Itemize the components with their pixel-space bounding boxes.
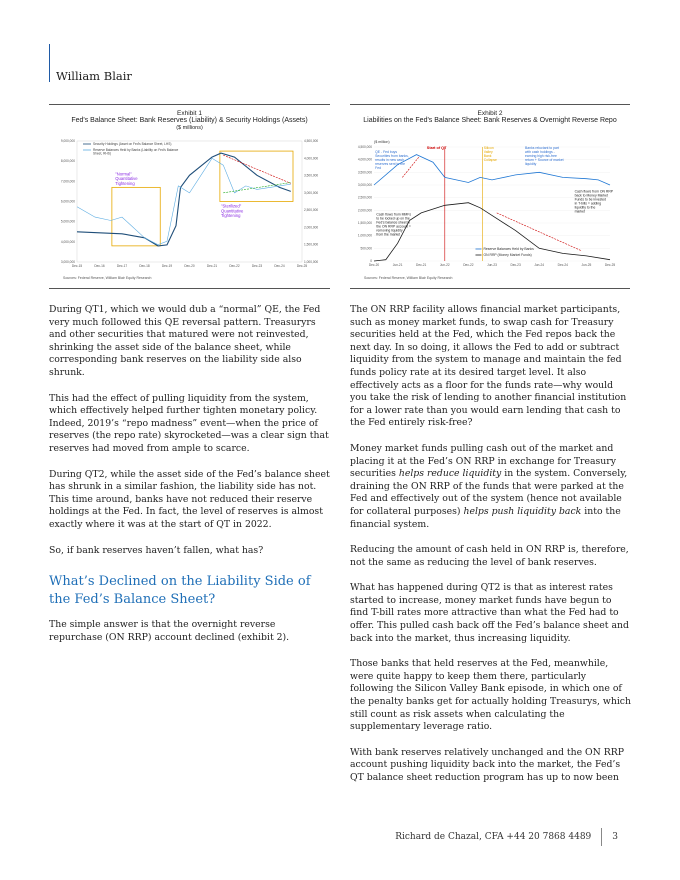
left-paragraph-4: So, if bank reserves haven’t fallen, what has? bbox=[49, 544, 264, 556]
exhibit-1-chart bbox=[49, 105, 330, 288]
chart1-right-tick-label: 1,500,000 bbox=[304, 242, 319, 247]
chart2-y-tick-label: 3,500,000 bbox=[357, 170, 372, 175]
chart2-x-tick-label: Dec-20 bbox=[368, 263, 380, 267]
exhibit-2 bbox=[350, 104, 630, 289]
chart1-x-tick-label: Dec-25 bbox=[296, 264, 308, 268]
left-paragraph-2: This had the effect of pulling liquidity from the system, which effectively helped further tighten monetary policy. Indeed, 2019’s “repo madness” event—when the price of reserves (the repo rate) skyrocketed—was a clear sign that reserves had moved from ample to scarce. bbox=[49, 392, 329, 454]
chart2-x-tick-label: Dec-21 bbox=[416, 263, 427, 267]
chart2-annotation-qt-start: Start of QT bbox=[426, 146, 447, 150]
right-paragraph-5: Those banks that held reserves at the Fed, meanwhile, were quite happy to keep them there, particularly following the Silicon Valley Bank episode, in which one of the penalty banks get for actually holding Treasurys, which still count as risk assets when calculating the supplementary leverage ratio. bbox=[350, 658, 631, 733]
brand-accent-bar bbox=[49, 44, 50, 82]
chart2-y-tick-label: 1,000,000 bbox=[357, 233, 372, 238]
exhibit-1-title: Fed's Balance Sheet: Bank Reserves (Liability) & Security Holdings (Assets) bbox=[71, 117, 308, 124]
chart1-normal-qt-box bbox=[112, 187, 160, 245]
chart2-annotation-svb-line-1: Valley bbox=[483, 150, 493, 154]
chart2-annotation-qe-line-1: Securities from banks, bbox=[375, 154, 409, 158]
chart2-annotation-banks-line-0: Banks reluctant to part bbox=[525, 146, 559, 150]
chart2-annotation-qe-line-4: Fed bbox=[375, 166, 382, 170]
chart2-y-tick-label: 2,500,000 bbox=[357, 195, 372, 200]
chart2-y-tick-label: 0 bbox=[370, 259, 372, 263]
chart2-annotation-banks-line-1: with cash holdings - bbox=[525, 150, 555, 154]
right-paragraph-3: Reducing the amount of cash held in ON RRP is, therefore, not the same as reducing the level of bank reserves. bbox=[350, 544, 629, 568]
chart1-x-tick-label: Dec-23 bbox=[251, 264, 263, 268]
chart2-annotation-mmf-lockup-line-4: removing liquidity bbox=[376, 228, 403, 233]
chart1-sterilized-qt-box bbox=[220, 151, 293, 201]
right-column bbox=[350, 304, 631, 798]
chart1-right-tick-label: 4,000,000 bbox=[304, 156, 319, 161]
chart1-right-tick-label: 2,500,000 bbox=[304, 208, 319, 213]
chart1-annotation-sterilized-qt-line-1: Quantitative bbox=[221, 208, 244, 214]
left-paragraph-3: During QT2, while the asset side of the Fed’s balance sheet has shrunk in a similar fashion, the liability side has not. This time around, banks have not reduced their reserve holdings at the Fed. In fact, the level of reserves is almost exactly where it was at the start of QT in 2022. bbox=[49, 468, 330, 530]
chart1-annotation-normal-qt-line-2: Tightening bbox=[115, 180, 135, 186]
chart2-annotation-qe-line-0: QE - Fed buys bbox=[375, 150, 398, 154]
chart1-left-tick-label: 7,000,000 bbox=[60, 179, 75, 184]
chart2-annotation-qe-line-2: results in new cash bbox=[375, 158, 405, 162]
exhibit-1-number: Exhibit 1 bbox=[177, 110, 202, 117]
chart2-y-tick-label: 500,000 bbox=[360, 246, 372, 251]
chart2-annotation-mmf-release-line-2: Funds to be invested bbox=[574, 197, 607, 202]
left-column bbox=[49, 304, 330, 657]
chart2-x-tick-label: Dec-23 bbox=[510, 263, 521, 267]
chart2-annotation-mmf-lockup-line-5: from the market bbox=[376, 232, 401, 237]
chart1-right-tick-label: 4,500,000 bbox=[304, 139, 319, 143]
chart1-left-tick-label: 6,000,000 bbox=[60, 199, 75, 204]
page-footer bbox=[395, 828, 618, 846]
right-paragraph-2-emphasis-1: helps reduce liquidity bbox=[398, 468, 502, 480]
chart2-annotation-mmf-release-line-5: market bbox=[574, 209, 585, 214]
chart2-x-tick-label: Jun-25 bbox=[581, 263, 592, 267]
chart2-annotation-mmf-lockup-line-2: Fed's balance sheet in bbox=[376, 220, 411, 225]
section-heading: What’s Declined on the Liability Side of the Fed’s Balance Sheet? bbox=[49, 574, 311, 608]
chart1-legend-label-0-line-0: Security Holdings (Asset on Fed's Balance Sheet, LHS) bbox=[93, 142, 172, 146]
chart1-asset-trend-arrow bbox=[223, 155, 291, 183]
chart2-y-tick-label: 2,000,000 bbox=[357, 208, 372, 213]
chart1-legend-label-1-line-0: Reserve Balances Held by Banks (Liability on Fed's Balance bbox=[93, 148, 179, 152]
exhibit-2-source: Sources: Federal Reserve, William Blair Equity Research bbox=[364, 276, 453, 280]
chart2-y-axis-label: ($ million) bbox=[374, 140, 390, 144]
chart1-x-tick-label: Dec-15 bbox=[71, 264, 83, 268]
right-paragraph-2-part-c: in the system. Conversely, draining the ON RRP of the funds that were parked at the Fed and effectively out of the system (hence not available for collateral purposes) bbox=[350, 468, 628, 517]
chart1-right-tick-label: 2,000,000 bbox=[304, 225, 319, 230]
chart2-x-tick-label: Dec-25 bbox=[604, 263, 616, 267]
exhibit-2-chart bbox=[350, 105, 630, 288]
chart2-x-tick-label: Jun-21 bbox=[392, 263, 403, 267]
chart2-y-tick-label: 4,500,000 bbox=[357, 145, 372, 149]
right-paragraph-2-part-a: Money market funds pulling cash out of the market and placing it at the Fed’s ON RRP in exchange for Treasury securities bbox=[350, 442, 616, 480]
right-paragraph-1: The ON RRP facility allows financial market participants, such as money market funds, to swap cash for Treasury securities held at the Fed, which the Fed repos back the next day. In so doing, it allows the Fed to add or subtract liquidity from the system to manage and maintain the fed funds policy rate at its desired target level. It also effectively acts as a floor for the funds rate—why would you take the risk of lending to another financial institution for a lower rate than you would earn lending that cash to the Fed entirely risk-free? bbox=[350, 304, 627, 429]
chart1-left-tick-label: 9,000,000 bbox=[60, 139, 75, 143]
chart2-x-tick-label: Jun-22 bbox=[439, 263, 450, 267]
left-paragraph-1: During QT1, which we would dub a “normal” QE, the Fed very much followed this QE reversal pattern. Treasuryrs and other securities that matured were not reinvested, shrinking the asset side of the balance sheet, while corresponding bank reserves on the liability side also shrunk. bbox=[49, 304, 321, 378]
chart1-series-line-0 bbox=[77, 153, 291, 246]
chart1-legend-label-1-line-1: Sheet, RHS) bbox=[93, 151, 111, 156]
chart2-onrrp-decline-arrow bbox=[497, 213, 582, 251]
chart2-annotation-svb-line-2: Bank bbox=[483, 154, 492, 158]
right-paragraph-4: What has happened during QT2 is that as interest rates started to increase, money market funds have begun to find T-bill rates more attractive than what the Fed had to offer. This pulled cash back off the Fed’s balance sheet and back into the market, thus increasing liquidity. bbox=[350, 582, 629, 644]
chart2-annotation-mmf-release-line-3: in T-bills = adding bbox=[574, 201, 602, 206]
chart1-x-tick-label: Dec-24 bbox=[274, 264, 285, 268]
chart1-annotation-sterilized-qt-line-2: Tightening bbox=[221, 213, 241, 219]
chart2-annotation-mmf-lockup-line-3: the ON RRP account = bbox=[376, 224, 411, 229]
chart1-x-tick-label: Dec-18 bbox=[139, 264, 150, 268]
chart1-x-tick-label: Dec-16 bbox=[94, 264, 105, 268]
chart1-left-tick-label: 5,000,000 bbox=[60, 219, 75, 224]
right-paragraph-2-part-e: into the financial system. bbox=[350, 505, 621, 530]
chart2-annotation-mmf-release-line-1: back to Money Market bbox=[574, 193, 608, 198]
chart1-left-tick-label: 8,000,000 bbox=[60, 159, 75, 164]
chart2-legend-label-1: ON RRP (Money Market Funds) bbox=[483, 253, 532, 258]
left-paragraph-5: The simple answer is that the overnight reverse repurchase (ON RRP) account declined (exhibit 2). bbox=[49, 619, 290, 643]
chart2-annotation-banks-line-3: return + Source of market bbox=[525, 158, 564, 162]
chart1-x-tick-label: Dec-19 bbox=[161, 264, 173, 268]
exhibit-2-title: Liabilities on the Fed's Balance Sheet: Bank Reserves & Overnight Reverse Repo bbox=[363, 117, 617, 124]
chart2-qe-arrow bbox=[402, 157, 419, 177]
footer-divider bbox=[601, 828, 602, 846]
chart1-annotation-normal-qt-line-0: "Normal" bbox=[115, 171, 132, 177]
chart2-y-tick-label: 3,000,000 bbox=[357, 183, 372, 187]
chart1-annotation-normal-qt-line-1: Quantitative bbox=[115, 176, 138, 182]
chart1-annotation-sterilized-qt-line-0: "Sterilized" bbox=[221, 203, 242, 209]
chart2-annotation-svb-line-0: Silicon bbox=[483, 146, 494, 150]
chart2-x-tick-label: Dec-22 bbox=[463, 263, 474, 267]
chart1-right-tick-label: 3,500,000 bbox=[304, 173, 319, 178]
chart2-annotation-mmf-lockup-line-1: to be locked up on the bbox=[376, 216, 410, 221]
chart1-right-tick-label: 3,000,000 bbox=[304, 190, 319, 195]
chart1-x-tick-label: Dec-17 bbox=[116, 264, 128, 268]
right-paragraph-6: With bank reserves relatively unchanged and the ON RRP account pushing liquidity back into the market, the Fed’s QT balance sheet reduction program has up to now been bbox=[350, 746, 625, 783]
chart2-annotation-mmf-release-line-0: Cash flows from ON RRP bbox=[574, 189, 614, 194]
page-number: 3 bbox=[612, 832, 618, 842]
chart1-x-tick-label: Dec-21 bbox=[206, 264, 218, 268]
chart1-left-tick-label: 3,000,000 bbox=[60, 260, 75, 264]
chart2-x-tick-label: Dec-24 bbox=[557, 263, 568, 267]
chart1-x-tick-label: Dec-22 bbox=[229, 264, 240, 268]
exhibit-1-subtitle: ($ millions) bbox=[176, 125, 203, 131]
chart2-annotation-mmf-release-line-4: liquidity to the bbox=[574, 205, 596, 210]
right-paragraph-2-emphasis-2: helps push liquidity back bbox=[463, 505, 582, 517]
exhibit-1-source: Sources: Federal Reserve, William Blair Equity Research bbox=[63, 276, 152, 280]
exhibit-2-number: Exhibit 2 bbox=[477, 110, 503, 117]
chart2-annotation-banks-line-2: earning high risk-free bbox=[525, 154, 557, 158]
chart1-right-tick-label: 1,000,000 bbox=[304, 260, 319, 264]
right-paragraph-2 bbox=[350, 443, 631, 531]
chart2-y-tick-label: 4,000,000 bbox=[357, 157, 372, 162]
chart2-annotation-qe-line-3: reserves sent to the bbox=[375, 162, 405, 166]
footer-author: Richard de Chazal, CFA +44 20 7868 4489 bbox=[395, 832, 592, 842]
chart2-annotation-mmf-lockup-line-0: Cash flows from MMFs bbox=[376, 212, 412, 217]
exhibit-1 bbox=[49, 104, 330, 289]
chart2-x-tick-label: Jun-24 bbox=[534, 263, 545, 267]
chart2-x-tick-label: Jun-23 bbox=[487, 263, 497, 267]
chart2-annotation-svb-line-3: Collapse bbox=[483, 158, 497, 162]
chart2-y-tick-label: 1,500,000 bbox=[357, 221, 372, 225]
brand-name: William Blair bbox=[56, 69, 132, 83]
chart2-annotation-banks-line-4: liquidity bbox=[525, 162, 537, 166]
chart1-left-tick-label: 4,000,000 bbox=[60, 239, 75, 244]
chart2-legend-label-0: Reserve Balances Held by Banks bbox=[483, 247, 534, 252]
chart1-x-tick-label: Dec-20 bbox=[184, 264, 195, 268]
